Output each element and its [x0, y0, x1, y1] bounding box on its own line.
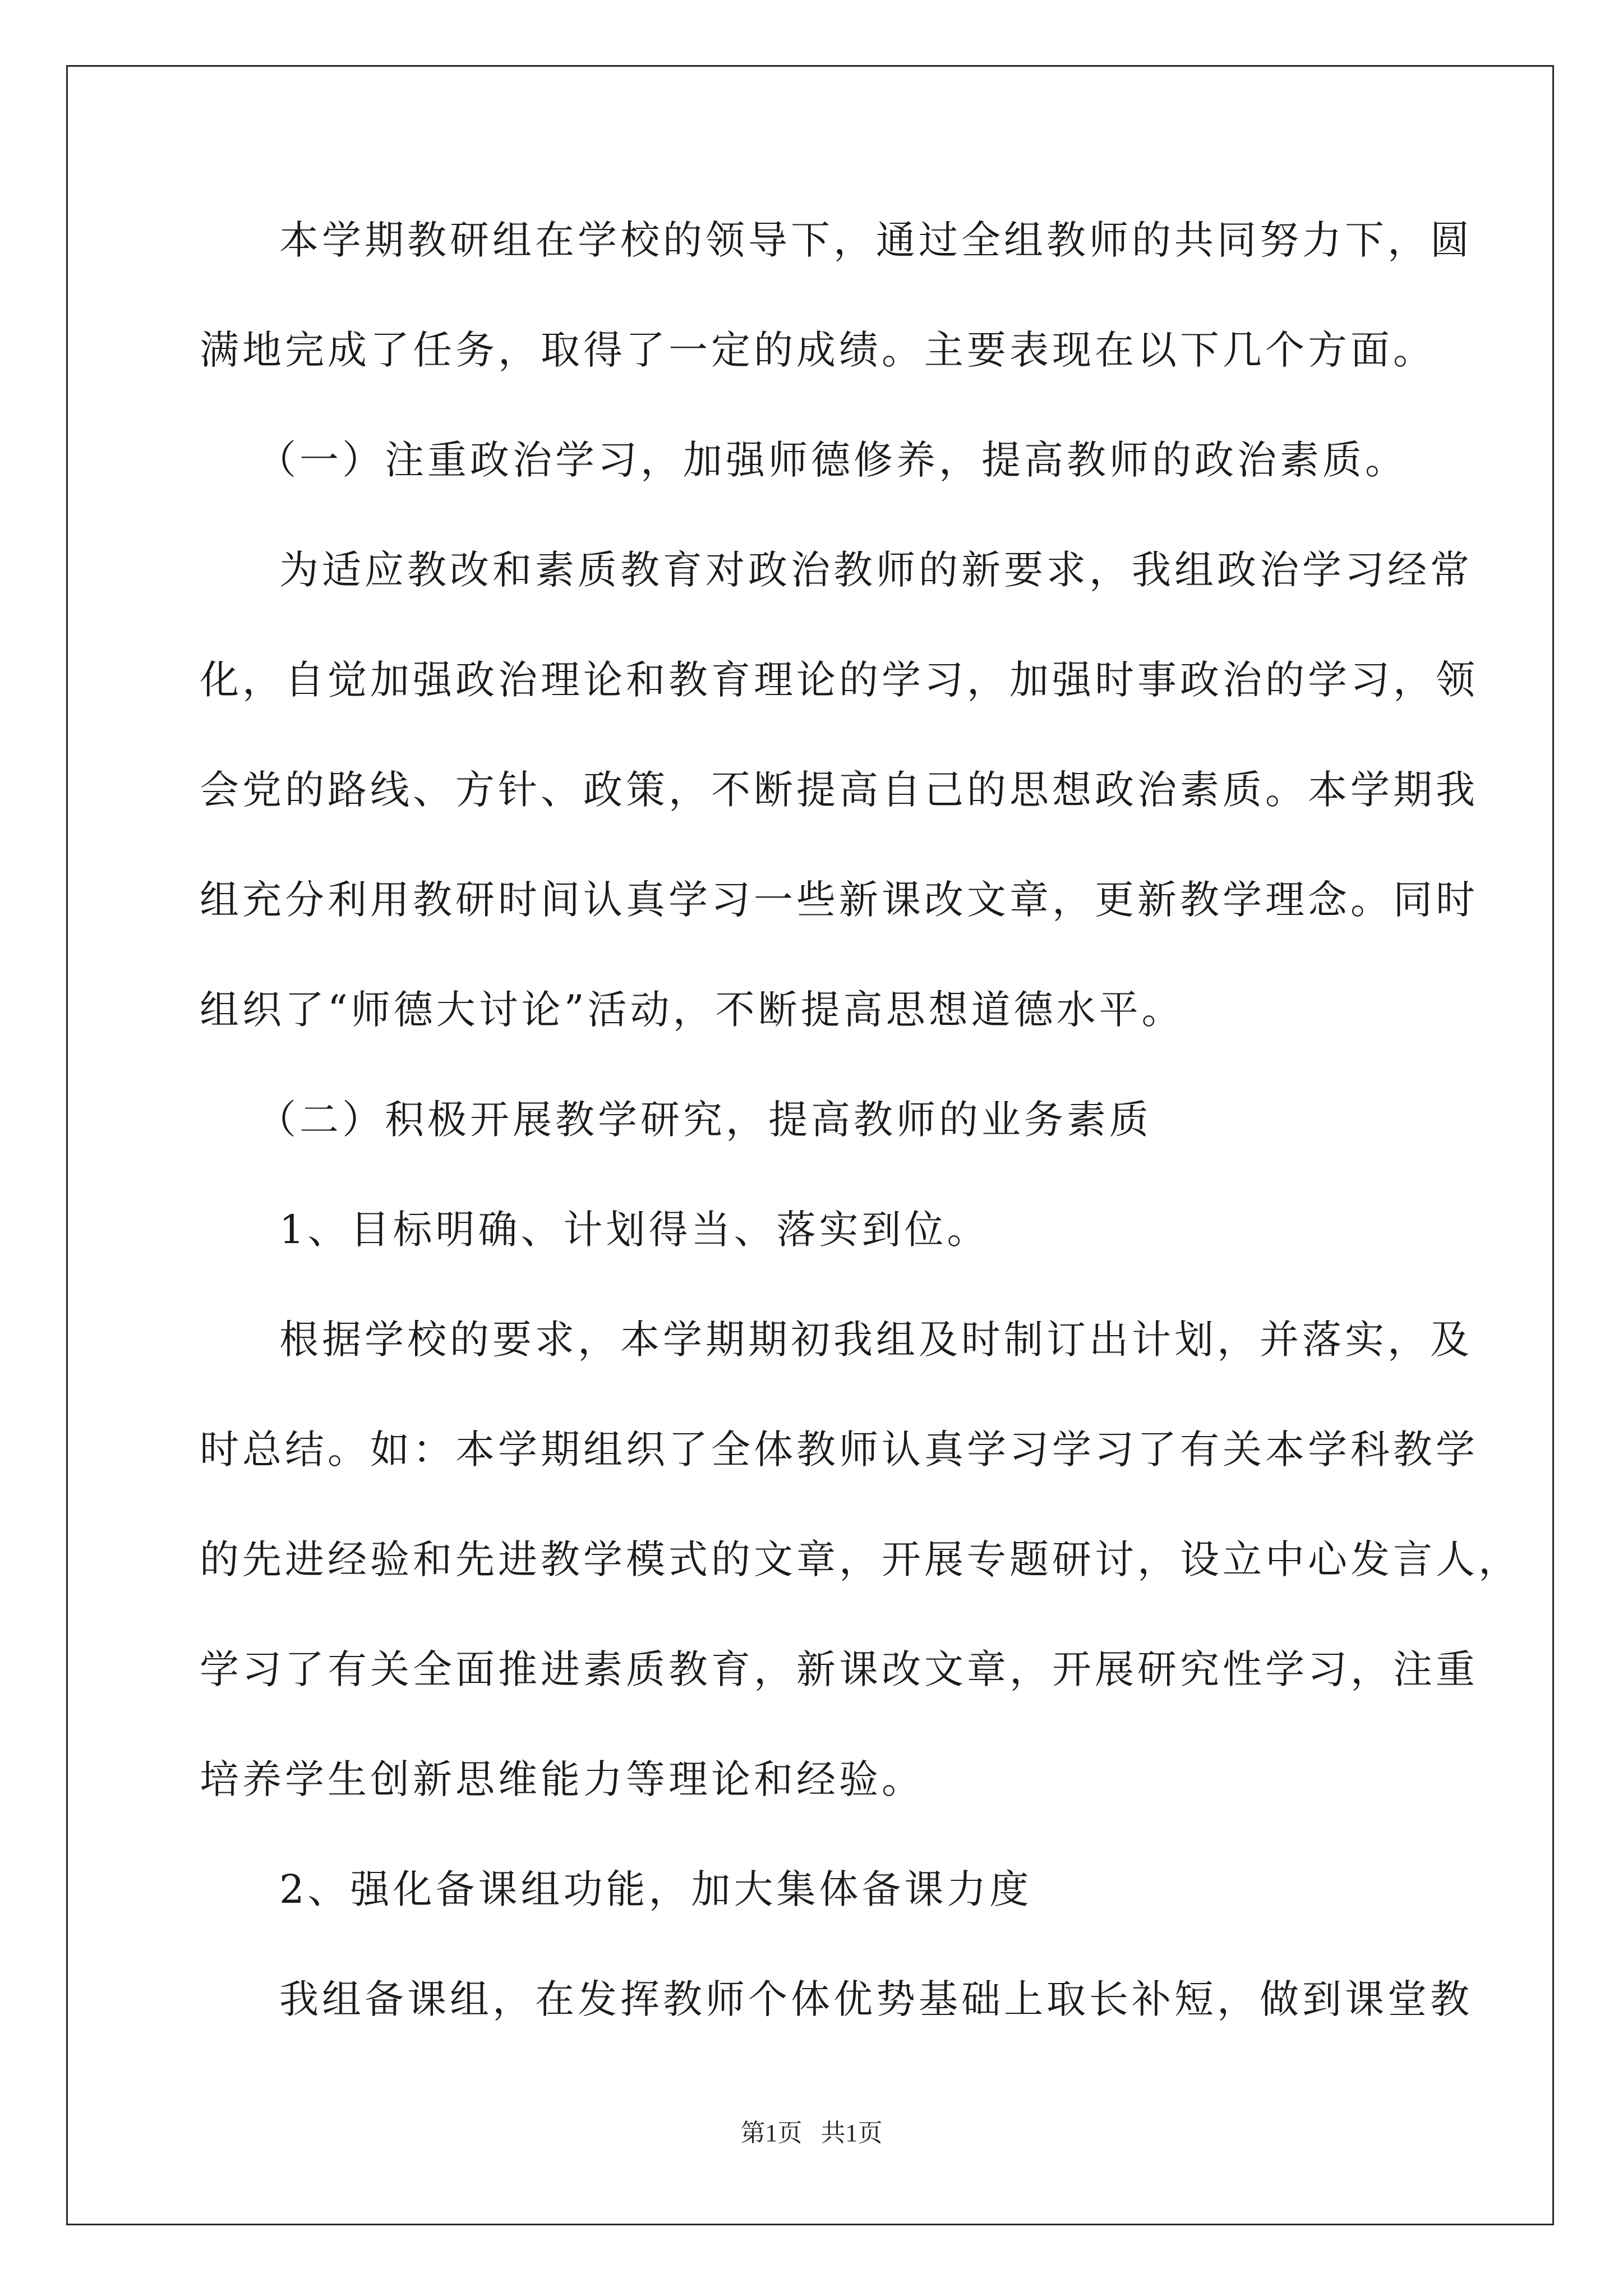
paragraph-2-line-1: 为适应教改和素质教育对政治教师的新要求，我组政治学习经常 [279, 547, 1473, 593]
section-heading-2: （二）积极开展教学研究，提高教师的业务素质 [257, 1097, 1152, 1143]
paragraph-2-line-4: 组充分利用教研时间认真学习一些新课改文章，更新教学理念。同时 [200, 877, 1478, 923]
paragraph-3-line-5: 培养学生创新思维能力等理论和经验。 [200, 1756, 924, 1802]
subheading-1: 1、目标明确、计划得当、落实到位。 [279, 1207, 990, 1253]
paragraph-3-line-3: 的先进经验和先进教学模式的文章，开展专题研讨，设立中心发言人， [200, 1536, 1521, 1582]
section-heading-1: （一）注重政治学习，加强师德修养，提高教师的政治素质。 [257, 437, 1408, 483]
subheading-2: 2、强化备课组功能，加大集体备课力度 [279, 1866, 1032, 1912]
page-total: 共1页 [820, 2119, 883, 2147]
page-number: 第1页 [740, 2119, 803, 2147]
paragraph-2-line-3: 会党的路线、方针、政策，不断提高自己的思想政治素质。本学期我 [200, 767, 1478, 813]
paragraph-4-line-1: 我组备课组，在发挥教师个体优势基础上取长补短，做到课堂教 [279, 1976, 1473, 2022]
page-footer [0, 2116, 1623, 2150]
paragraph-3-line-1: 根据学校的要求，本学期期初我组及时制订出计划，并落实，及 [279, 1317, 1473, 1363]
paragraph-2-line-5: 组织了“师德大讨论”活动，不断提高思想道德水平。 [200, 987, 1184, 1033]
paragraph-1-line-1: 本学期教研组在学校的领导下，通过全组教师的共同努力下，圆 [279, 217, 1473, 263]
paragraph-1-line-2: 满地完成了任务，取得了一定的成绩。主要表现在以下几个方面。 [200, 327, 1436, 373]
paragraph-2-line-2: 化，自觉加强政治理论和教育理论的学习，加强时事政治的学习，领 [200, 657, 1478, 703]
paragraph-3-line-2: 时总结。如：本学期组织了全体教师认真学习学习了有关本学科教学 [200, 1427, 1478, 1473]
paragraph-3-line-4: 学习了有关全面推进素质教育，新课改文章，开展研究性学习，注重 [200, 1646, 1478, 1692]
